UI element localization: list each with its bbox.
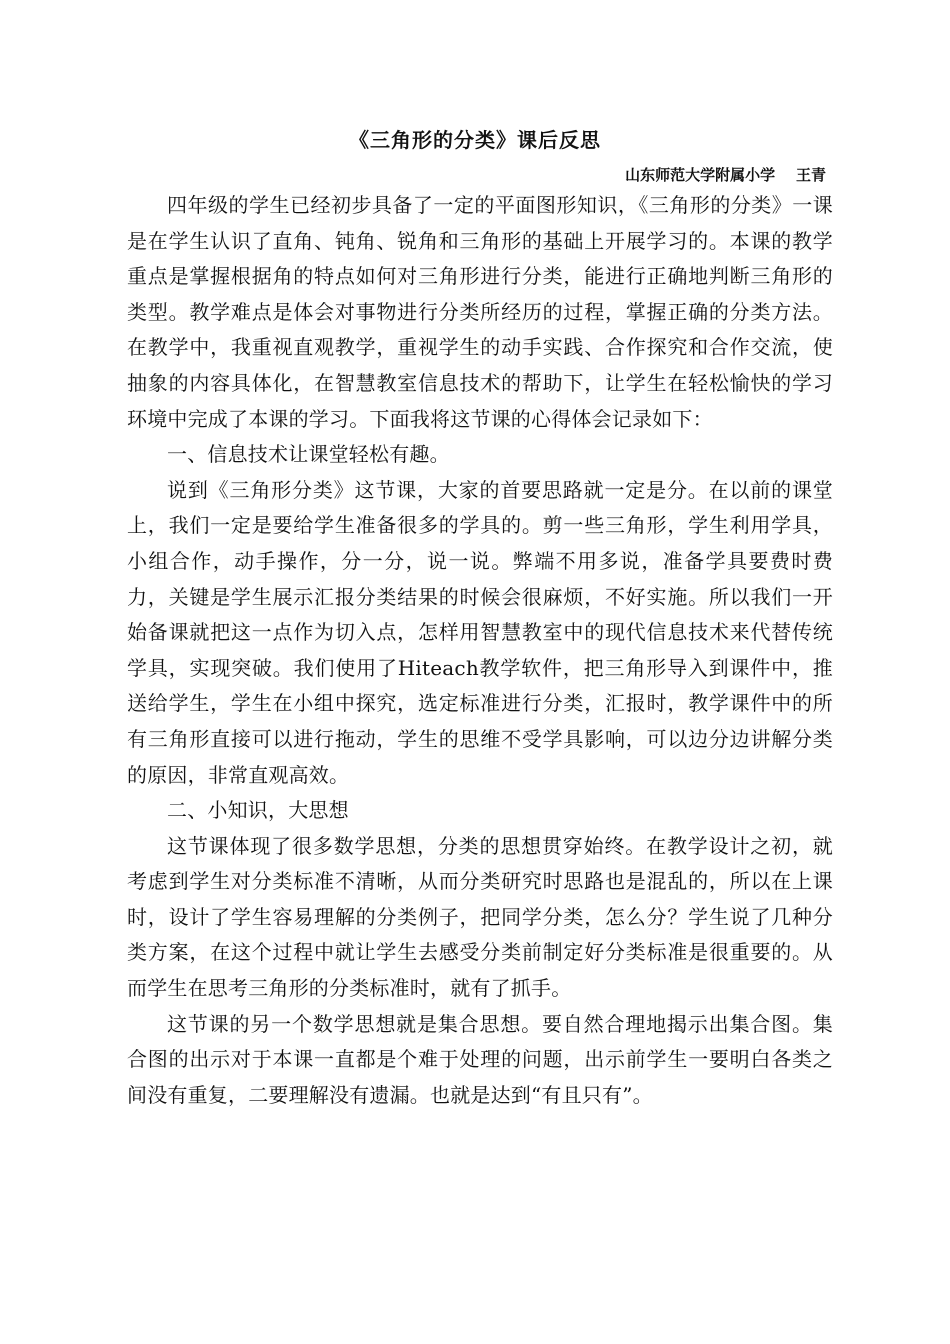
document-title: 《三角形的分类》课后反思	[349, 128, 601, 152]
paragraph-intro: 四年级的学生已经初步具备了一定的平面图形知识，《三角形的分类》一课是在学生认识了直角、钝角、锐角和三角形的基础上开展学习的。本课的教学重点是掌握根据角的特点如何对三角形进行分类，能进行正确地判断三角形的类型。教学难点是体会对事物进行分类所经历的过程，掌握正确的分类方法。在教学中，我重视直观教学，重视学生的动手实践、合作探究和合作交流，使抽象的内容具体化，在智慧教室信息技术的帮助下，让学生在轻松愉快的学习环境中完成了本课的学习。下面我将这节课的心得体会记录如下：	[127, 193, 833, 431]
document-body	[127, 188, 833, 1113]
section-heading-2: 二、小知识，大思想	[167, 798, 349, 823]
author-byline: 山东师范大学附属小学 王青	[625, 166, 826, 184]
paragraph-section-1: 说到《三角形分类》这节课，大家的首要思路就一定是分。在以前的课堂上，我们一定是要给学生准备很多的学具的。剪一些三角形，学生利用学具，小组合作，动手操作，分一分，说一说。弊端不用多说，准备学具要费时费力，关键是学生展示汇报分类结果的时候会很麻烦，不好实施。所以我们一开始备课就把这一点作为切入点，怎样用智慧教室中的现代信息技术来代替传统学具，实现突破。我们使用了Hiteach教学软件，把三角形导入到课件中，推送给学生，学生在小组中探究，选定标准进行分类，汇报时，教学课件中的所有三角形直接可以进行拖动，学生的思维不受学具影响，可以边分边讲解分类的原因，非常直观高效。	[127, 477, 833, 787]
section-heading-1: 一、信息技术让课堂轻松有趣。	[167, 442, 450, 467]
paragraph-section-2a: 这节课体现了很多数学思想，分类的思想贯穿始终。在教学设计之初，就考虑到学生对分类标准不清晰，从而分类研究时思路也是混乱的，所以在上课时，设计了学生容易理解的分类例子，把同学分类，怎么分？学生说了几种分类方案，在这个过程中就让学生去感受分类前制定好分类标准是很重要的。从而学生在思考三角形的分类标准时，就有了抓手。	[127, 833, 833, 1001]
paragraph-section-2b: 这节课的另一个数学思想就是集合思想。要自然合理地揭示出集合图。集合图的出示对于本课一直都是个难于处理的问题，出示前学生一要明白各类之间没有重复，二要理解没有遗漏。也就是达到“有且只有”。	[127, 1011, 833, 1107]
